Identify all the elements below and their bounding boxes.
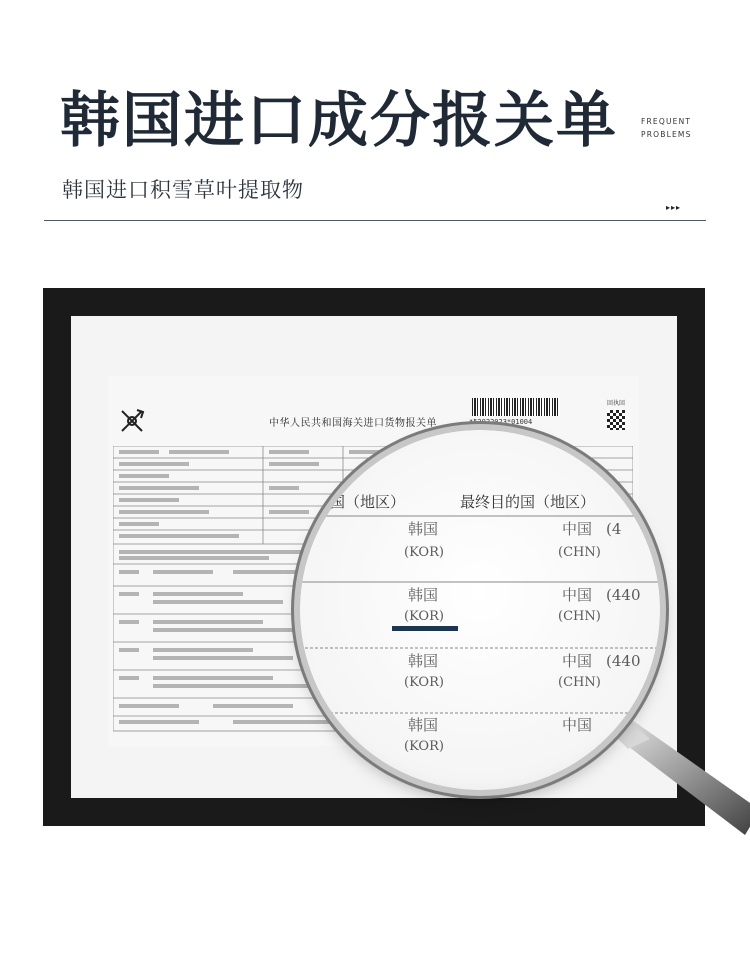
magnified-content: [300, 430, 660, 790]
section-tag: [641, 115, 692, 141]
arrows-icon: ▸▸▸: [666, 203, 682, 212]
row-2-extra: (440: [606, 586, 641, 604]
row-3-origin-code: (KOR): [404, 675, 444, 690]
qr-code-icon: [607, 410, 625, 430]
page-subtitle: 韩国进口积雪草叶提取物: [62, 178, 304, 202]
document-title: 中华人民共和国海关进口货物报关单: [269, 418, 437, 429]
row-1-extra: (4: [606, 520, 622, 538]
row-1-origin: 韩国: [408, 520, 439, 538]
row-4-origin-code: (KOR): [404, 739, 444, 754]
row-3-extra: (440: [606, 652, 641, 670]
magnified-header-destination: 最终目的国（地区）: [460, 493, 596, 511]
header-divider: [44, 220, 706, 221]
magnified-header-origin: 国（地区）: [330, 493, 406, 511]
row-3-destination: 中国: [562, 652, 593, 670]
barcode: [472, 398, 560, 416]
magnifying-glass: [300, 430, 660, 790]
row-2-origin: 韩国: [408, 586, 439, 604]
qr-label: 回执回: [607, 400, 626, 407]
row-3-destination-code: (CHN): [558, 675, 601, 690]
row-4-origin: 韩国: [408, 716, 439, 734]
row-1-destination-code: (CHN): [558, 545, 601, 560]
page-title: 韩国进口成分报关单: [60, 86, 618, 156]
tag-line-1: FREQUENT: [641, 117, 692, 126]
row-2-destination-code: (CHN): [558, 609, 601, 624]
customs-emblem-icon: [117, 406, 147, 436]
row-2-destination: 中国: [562, 586, 593, 604]
tag-line-2: PROBLEMS: [641, 130, 692, 139]
row-1-destination: 中国: [562, 520, 593, 538]
row-2-origin-code: (KOR): [404, 609, 444, 624]
row-4-destination: 中国: [562, 716, 593, 734]
highlight-underline: [392, 626, 458, 631]
barcode-number: *52022023*01004: [469, 418, 533, 426]
row-1-origin-code: (KOR): [404, 545, 444, 560]
magnifier-handle: [590, 715, 750, 835]
row-3-origin: 韩国: [408, 652, 439, 670]
